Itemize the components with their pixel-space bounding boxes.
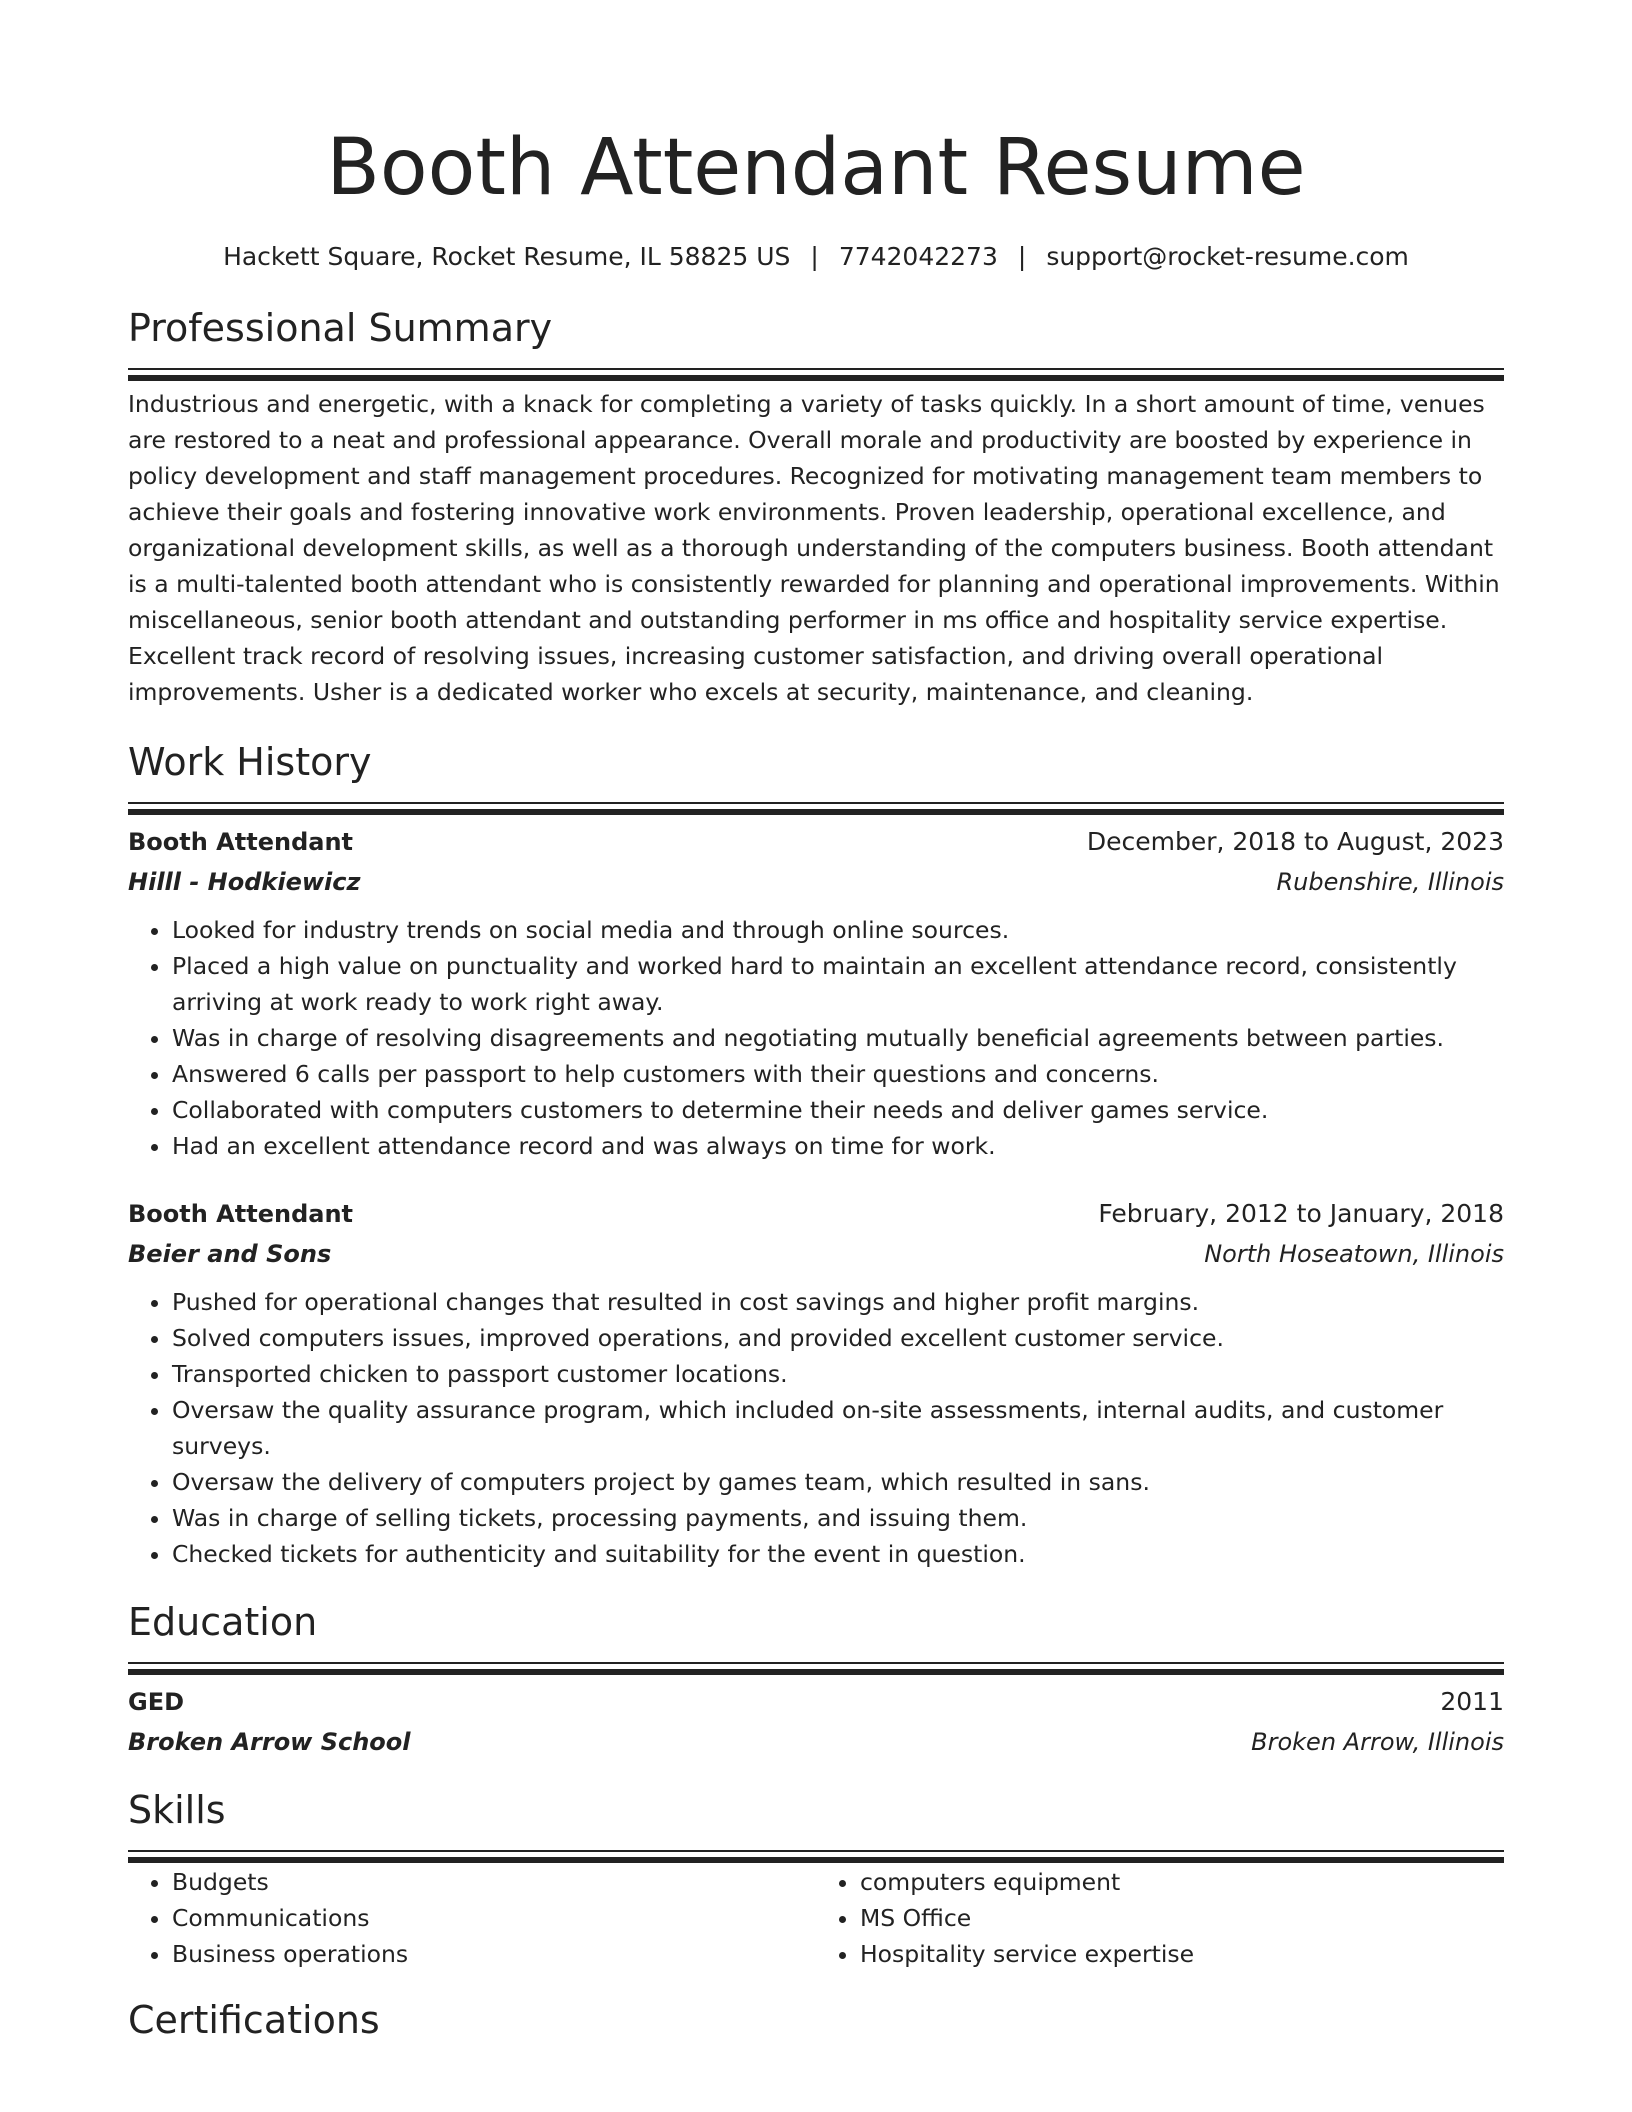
list-item: • computers equipment [860,1864,1504,1900]
job-dates: December, 2018 to August, 2023 [1086,827,1504,856]
list-item: • Oversaw the quality assurance program, which included on-site assessments, internal audits, and customer surveys. [172,1392,1504,1464]
job-employer: Hilll - Hodkiewicz [128,868,361,896]
section-heading-certifications: Certifications [128,1998,380,2042]
education-year: 2011 [1440,1687,1504,1716]
contact-line [128,240,1504,274]
section-divider [128,802,1504,804]
list-item: • Checked tickets for authenticity and suitability for the event in question. [172,1536,1504,1572]
job-location: Rubenshire, Illinois [1276,868,1504,896]
certifications-section [128,1996,1504,2044]
section-divider [128,368,1504,370]
job-employer-row [128,1234,1504,1274]
education-entry [128,1682,1504,1762]
list-item: • Budgets [172,1864,816,1900]
section-divider [128,1662,1504,1664]
section-heading-education: Education [128,1600,318,1644]
job-bullet-list [128,912,1504,1164]
job-header-row [128,822,1504,862]
contact-email[interactable]: support@rocket-resume.com [1046,242,1409,271]
contact-phone: 7742042273 [838,242,998,271]
list-item: • Collaborated with computers customers to determine their needs and deliver games service. [172,1092,1504,1128]
list-item: • Oversaw the delivery of computers project by games team, which resulted in sans. [172,1464,1504,1500]
skills-column-right [816,1864,1504,1972]
job-employer: Beier and Sons [128,1240,332,1268]
list-item: • Pushed for operational changes that resulted in cost savings and higher profit margins. [172,1284,1504,1320]
job-location: North Hoseatown, Illinois [1204,1240,1504,1268]
list-item: • Had an excellent attendance record and was always on time for work. [172,1128,1504,1164]
list-item: • MS Office [860,1900,1504,1936]
skills-column-left [128,1864,816,1972]
list-item: • Looked for industry trends on social media and through online sources. [172,912,1504,948]
job-dates: February, 2012 to January, 2018 [1098,1199,1504,1228]
skills-section [128,1786,1504,1972]
work-history-section [128,738,1504,1572]
list-item: • Was in charge of resolving disagreements and negotiating mutually beneficial agreements between parties. [172,1020,1504,1056]
list-item: • Transported chicken to passport customer locations. [172,1356,1504,1392]
summary-text: Industrious and energetic, with a knack for completing a variety of tasks quickly. In a short amount of time, venues are restored to a neat and professional appearance. Overall morale and productivity are boosted by experience in policy development and staff management procedures. Recognized for motivating management team members to achieve their goals and fostering innovative work environments. Proven leadership, operational excellence, and organizational development skills, as well as a thorough understanding of the computers business. Booth attendant is a multi-talented booth attendant who is consistently rewarded for planning and operational improvements. Within miscellaneous, senior booth attendant and outstanding performer in ms office and hospitality service expertise. Excellent track record of resolving issues, increasing customer satisfaction, and driving overall operational improvements. Usher is a dedicated worker who excels at security, maintenance, and cleaning. [128,390,1500,706]
contact-separator: | [1017,242,1027,271]
job-title: Booth Attendant [128,1200,353,1228]
education-degree: GED [128,1688,185,1716]
skills-grid [128,1864,1504,1972]
education-section [128,1598,1504,1762]
job-bullet-list [128,1284,1504,1572]
job-title: Booth Attendant [128,828,353,856]
job-entry [128,822,1504,1164]
list-item: • Communications [172,1900,816,1936]
list-item: • Placed a high value on punctuality and worked hard to maintain an excellent attendance record, consistently arriving at work ready to work right away. [172,948,1504,1020]
section-heading-skills: Skills [128,1788,226,1832]
list-item: • Was in charge of selling tickets, processing payments, and issuing them. [172,1500,1504,1536]
education-school-row [128,1722,1504,1762]
resume-title: Booth Attendant Resume [326,123,1306,213]
section-divider [128,1850,1504,1852]
contact-address: Hackett Square, Rocket Resume, IL 58825 US [223,242,791,271]
education-school: Broken Arrow School [128,1728,411,1756]
list-item: • Hospitality service expertise [860,1936,1504,1972]
job-header-row [128,1194,1504,1234]
job-entry [128,1194,1504,1572]
section-heading-summary: Professional Summary [128,306,553,350]
job-employer-row [128,862,1504,902]
education-location: Broken Arrow, Illinois [1251,1728,1504,1756]
list-item: • Solved computers issues, improved operations, and provided excellent customer service. [172,1320,1504,1356]
education-header-row [128,1682,1504,1722]
section-heading-work-history: Work History [128,740,372,784]
summary-section [128,304,1504,710]
list-item: • Business operations [172,1936,816,1972]
list-item: • Answered 6 calls per passport to help customers with their questions and concerns. [172,1056,1504,1092]
contact-separator: | [810,242,819,271]
